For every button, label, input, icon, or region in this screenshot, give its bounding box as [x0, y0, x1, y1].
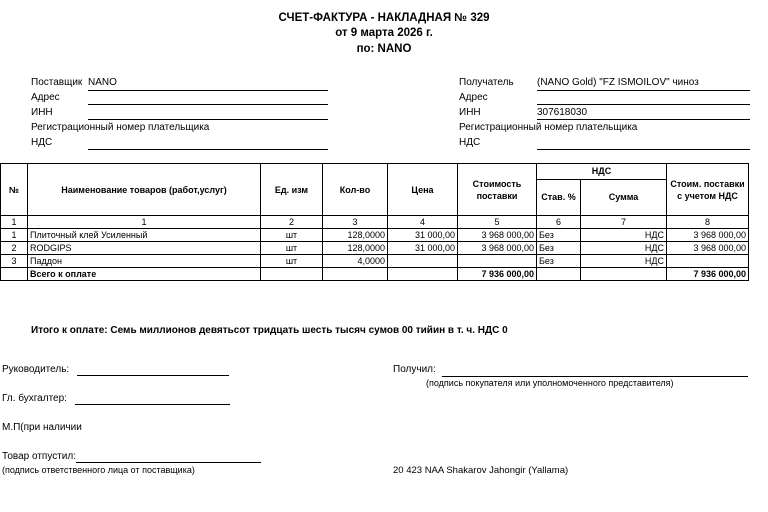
recipient-vat-underline — [537, 149, 750, 150]
supplier-vat-label: НДС — [31, 137, 53, 148]
row-unit: шт — [261, 242, 323, 255]
row-name: Паддон — [28, 255, 261, 268]
col-number: 8 — [667, 216, 749, 229]
released-note: (подпись ответственного лица от поставщика) — [2, 465, 195, 475]
total-row-blank — [1, 268, 28, 281]
header-price: Цена — [388, 164, 458, 216]
supplier-inn-label: ИНН — [31, 107, 53, 118]
header-vat-rate: Став. % — [537, 179, 581, 215]
released-signature-line — [76, 462, 261, 463]
total-with-vat: 7 936 000,00 — [667, 268, 749, 281]
total-row-blank — [261, 268, 323, 281]
row-no: 2 — [1, 242, 28, 255]
invoice-table — [0, 163, 749, 281]
amount-in-words: Итого к оплате: Семь миллионов девятьсот тридцать шесть тысяч сумов 00 тийин в т. ч. НДС 0 — [31, 325, 508, 336]
col-number: 2 — [261, 216, 323, 229]
total-row-blank — [581, 268, 667, 281]
row-price — [388, 255, 458, 268]
col-number: 1 — [1, 216, 28, 229]
recipient-address-label: Адрес — [459, 92, 488, 103]
row-total — [667, 255, 749, 268]
row-unit: шт — [261, 255, 323, 268]
table-row — [1, 229, 749, 242]
supplier-address-underline — [88, 104, 328, 105]
row-cost — [458, 255, 537, 268]
header-unit: Ед. изм — [261, 164, 323, 216]
supplier-address-label: Адрес — [31, 92, 60, 103]
row-price: 31 000,00 — [388, 229, 458, 242]
recipient-label: Получатель — [459, 77, 514, 88]
header-vat-sum: Сумма — [581, 179, 667, 215]
total-label: Всего к оплате — [28, 268, 261, 281]
supplier-inn-underline — [88, 119, 328, 120]
receiver-name: 20 423 NAA Shakarov Jahongir (Yallama) — [393, 465, 569, 476]
row-vat-sum: НДС — [581, 255, 667, 268]
header-qty: Кол-во — [323, 164, 388, 216]
header-no: № — [1, 164, 28, 216]
accountant-label: Гл. бухгалтер: — [2, 393, 67, 404]
table-row — [1, 242, 749, 255]
row-price: 31 000,00 — [388, 242, 458, 255]
row-total: 3 968 000,00 — [667, 229, 749, 242]
total-row — [1, 268, 749, 281]
row-vat-rate: Без — [537, 242, 581, 255]
supplier-label: Поставщик — [31, 77, 83, 88]
received-signature-line — [442, 376, 748, 377]
total-row-blank — [537, 268, 581, 281]
header-cost: Стоимость поставки — [458, 164, 537, 216]
header-name: Наименование товаров (работ,услуг) — [28, 164, 261, 216]
row-qty: 128,0000 — [323, 229, 388, 242]
recipient-inn-underline — [537, 119, 750, 120]
row-qty: 128,0000 — [323, 242, 388, 255]
row-vat-sum: НДС — [581, 242, 667, 255]
row-total: 3 968 000,00 — [667, 242, 749, 255]
row-vat-sum: НДС — [581, 229, 667, 242]
supplier-vat-underline — [88, 149, 328, 150]
row-vat-rate: Без — [537, 229, 581, 242]
supplier-reg-label: Регистрационный номер плательщика — [31, 122, 210, 133]
recipient-address-underline — [537, 104, 750, 105]
total-row-blank — [388, 268, 458, 281]
invoice-title: СЧЕТ-ФАКТУРА - НАКЛАДНАЯ № 329 — [278, 12, 490, 24]
received-note: (подпись покупателя или уполномоченного представителя) — [426, 378, 674, 388]
recipient-inn-value: 307618030 — [537, 107, 588, 118]
col-number: 7 — [581, 216, 667, 229]
invoice-basis: по: NANO — [356, 43, 412, 55]
row-cost: 3 968 000,00 — [458, 242, 537, 255]
stamp-label: М.П(при наличии — [2, 422, 82, 433]
recipient-underline — [537, 90, 750, 91]
col-number: 5 — [458, 216, 537, 229]
accountant-signature-line — [75, 404, 230, 405]
supplier-underline — [88, 90, 328, 91]
col-number: 4 — [388, 216, 458, 229]
supplier-value: NANO — [88, 77, 117, 88]
row-name: RODGIPS — [28, 242, 261, 255]
total-row-blank — [323, 268, 388, 281]
recipient-inn-label: ИНН — [459, 107, 481, 118]
col-number: 1 — [28, 216, 261, 229]
row-no: 1 — [1, 229, 28, 242]
director-label: Руководитель: — [2, 364, 70, 375]
row-no: 3 — [1, 255, 28, 268]
released-label: Товар отпустил: — [2, 451, 76, 462]
recipient-reg-label: Регистрационный номер плательщика — [459, 122, 638, 133]
recipient-value: (NANO Gold) "FZ ISMOILOV" чиноз — [537, 77, 699, 88]
total-cost: 7 936 000,00 — [458, 268, 537, 281]
row-cost: 3 968 000,00 — [458, 229, 537, 242]
received-label: Получил: — [393, 364, 436, 375]
header-vat: НДС — [537, 164, 667, 180]
invoice-date: от 9 марта 2026 г. — [335, 27, 433, 39]
col-number: 6 — [537, 216, 581, 229]
row-vat-rate: Без — [537, 255, 581, 268]
row-qty: 4,0000 — [323, 255, 388, 268]
col-number: 3 — [323, 216, 388, 229]
row-unit: шт — [261, 229, 323, 242]
recipient-vat-label: НДС — [459, 137, 481, 148]
row-name: Плиточный клей Усиленный — [28, 229, 261, 242]
header-total: Стоим. поставки с учетом НДС — [667, 164, 749, 216]
director-signature-line — [77, 375, 229, 376]
table-row — [1, 255, 749, 268]
